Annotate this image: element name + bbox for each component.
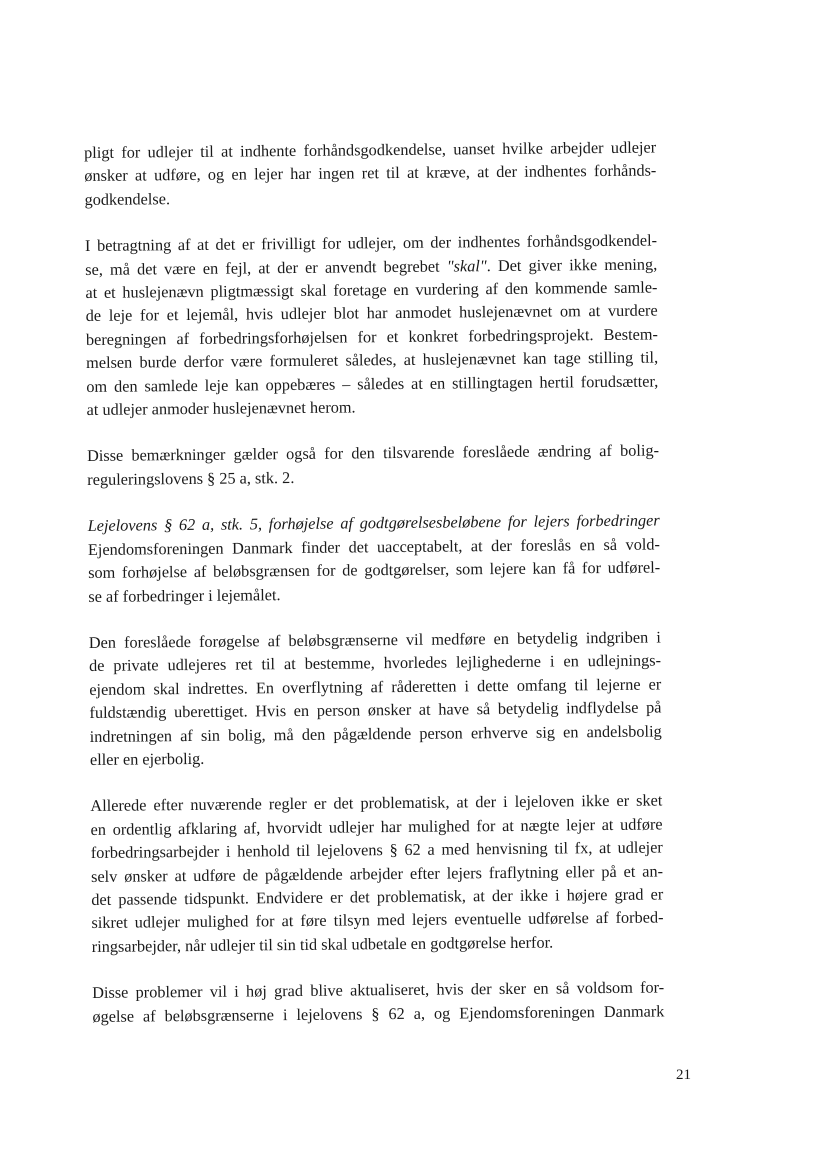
paragraph xyxy=(90,789,664,958)
text-line: at et huslejenævn pligtmæssigt skal foretage en vurdering af den kommende samle- xyxy=(85,277,658,303)
text-segment: se, må det være en fejl, at der er anvendt begrebet xyxy=(85,256,440,279)
text-line: ønsker at udføre, og en lejer har ingen ret til at kræve, at der indhentes forhånds- xyxy=(84,160,657,186)
text-line: Disse problemer vil i høj grad blive aktualiseret, hvis der sker en så voldsom for- xyxy=(92,977,665,1003)
text-line: eller en ejerbolig. xyxy=(89,748,205,769)
text-line: det passende tidspunkt. Endvidere er det problematisk, at der ikke i højere grad er xyxy=(91,884,664,909)
paragraph xyxy=(92,976,664,1028)
paragraph xyxy=(85,229,659,422)
text-line: godkendelse. xyxy=(84,188,171,209)
page-number: 21 xyxy=(676,1067,691,1083)
text-line: ejendom skal indrettes. En overflytning af råderetten i dette omfang til lejerne er xyxy=(89,674,662,699)
text-line: Allerede efter nuværende regler er det problematisk, at der i lejeloven ikke er sket xyxy=(90,790,663,816)
body-text xyxy=(84,136,665,1051)
text-line: I betragtning af at det er frivilligt for udlejer, om der indhentes forhåndsgodkendel- xyxy=(84,230,658,256)
text-line: om den samlede leje kan oppebæres – således at en stillingtagen hertil forudsætter, xyxy=(86,371,659,396)
text-line: Disse bemærkninger gælder også for den tilsvarende foreslåede ændring af bolig- xyxy=(86,440,660,466)
paragraph xyxy=(88,509,661,608)
text-line: ringsarbejder, når udlejer til sin tid skal udbetale en godtgørelse herfor. xyxy=(91,932,554,956)
text-line: beregningen af forbedringsforhøjelsen for et konkret forbedringsprojekt. Bestem- xyxy=(85,324,658,349)
paragraph xyxy=(84,136,657,212)
text-line: at udlejer anmoder huslejenævnet herom. xyxy=(86,397,356,420)
text-line: de private udlejeres ret til at bestemme, hvorledes lejlighederne i en udlejnings- xyxy=(88,650,662,676)
text-line: fuldstændig uberettiget. Hvis en person ønsker at have så betydelig indflydelse på xyxy=(89,697,662,723)
text-line: øgelse af beløbsgrænserne i lejelovens § 62 a, og Ejendomsforeningen Danmark xyxy=(92,1001,665,1026)
section-heading: Lejelovens § 62 a, stk. 5, forhøjelse af godtgørelsesbeløbene for lejers forbedringer xyxy=(87,510,660,536)
text-line: forbedringsarbejder i henhold til lejelovens § 62 a med henvisning til fx, at udlejer xyxy=(90,837,663,863)
text-line: sikret udlejer mulighed for at føre tilsyn med lejers eventuelle udførelse af forbed- xyxy=(91,907,664,933)
text-line: som forhøjelse af beløbsgrænsen for de godtgørelser, som lejere kan få for udførel- xyxy=(88,557,661,583)
emphasized-term: "skal" xyxy=(446,255,487,276)
text-line: reguleringslovens § 25 a, stk. 2. xyxy=(87,467,295,489)
text-line: selv ønsker at udføre de pågældende arbejder efter lejers fraflytning eller på et an- xyxy=(90,861,664,886)
text-line: melsen burde derfor være formuleret således, at huslejenævnet kan tage stilling til, xyxy=(86,347,659,373)
text-line: Ejendomsforeningen Danmark finder det uacceptabelt, at der foreslås en så vold- xyxy=(87,534,660,559)
text-line: pligt for udlejer til at indhente forhåndsgodkendelse, uanset hvilke arbejder udlejer xyxy=(84,137,657,162)
text-line: Den foreslåede forøgelse af beløbsgrænserne vil medføre en betydelig indgriben i xyxy=(88,627,661,652)
paragraph xyxy=(87,439,659,491)
text-segment: . Det giver ikke mening, xyxy=(486,254,658,275)
text-line: se af forbedringer i lejemålet. xyxy=(88,584,281,606)
paragraph xyxy=(89,625,662,771)
text-line: indretningen af sin bolig, må den pågældende person erhverve sig en andelsbolig xyxy=(89,721,662,746)
text-line: en ordentlig afklaring af, hvorvidt udlejer har mulighed for at nægte lejer at udføre xyxy=(90,814,663,839)
text-line: de leje for et lejemål, hvis udlejer blot har anmodet huslejenævnet om at vurdere xyxy=(85,300,658,326)
